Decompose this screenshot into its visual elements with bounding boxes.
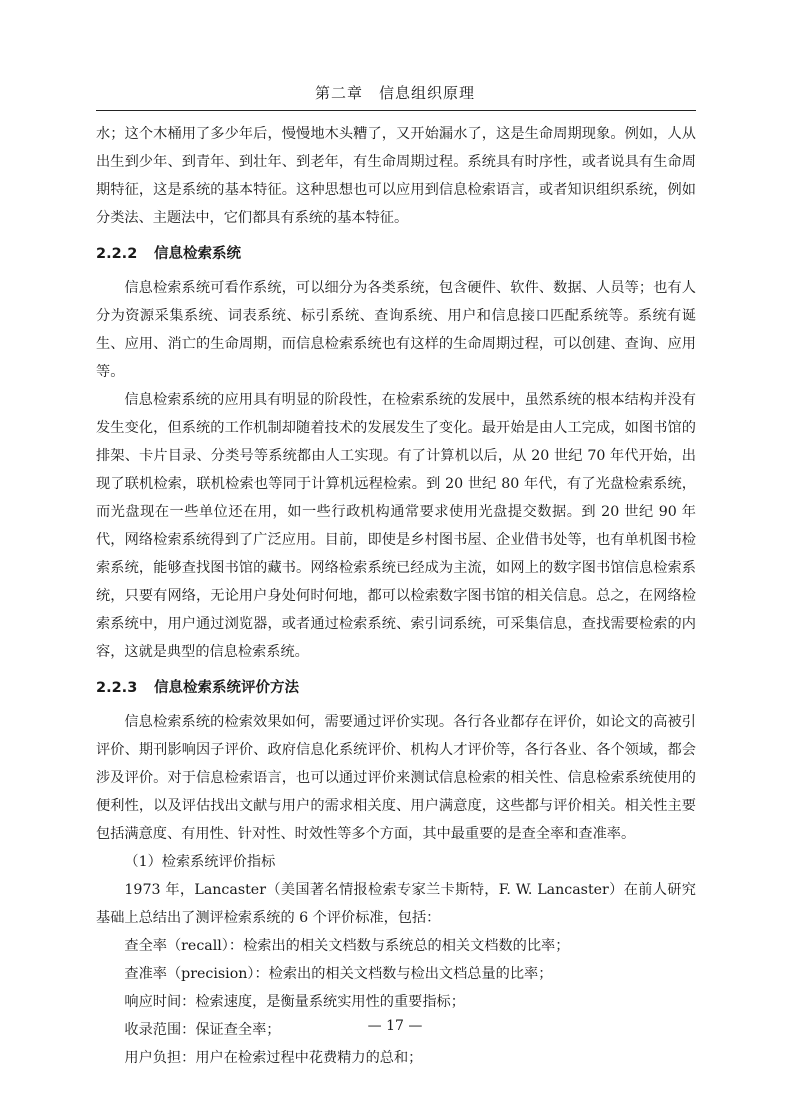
list-item: 响应时间：检索速度，是衡量系统实用性的重要指标； [124,994,465,1010]
list-item: 收录范围：保证查全率； [124,1022,281,1038]
list-item: 用户负担：用户在检索过程中花费精力的总和； [124,1050,423,1066]
paragraph-continued: 水；这个木桶用了多少年后，慢慢地木头糟了，又开始漏水了，这是生命周期现象。例如，人从出生到少年、到青年、到壮年、到老年，有生命周期过程。系统具有时序性，或者说具有生命周期特征，这是系统的基本特征。这种思想也可以应用到信息检索语言，或者知识组织系统，例如分类法、主题法中，它们都具有系统的基本特征。 [96,126,696,226]
paragraph: 信息检索系统的应用具有明显的阶段性，在检索系统的发展中，虽然系统的根本结构并没有发生变化，但系统的工作机制却随着技术的发展发生了变化。最开始是由人工完成，如图书馆的排架、卡片目录、分类号等系统都由人工实现。有了计算机以后，从 20 世纪 70 年代开始，出现了联机检索，联机检索也等同于计算机远程检索。到 20 世纪 80 年代，有了光盘检索系统，而光盘现在一些单位还在用，如一些行政机构通常要求使用光盘提交数据。到 20 世纪 90 年代，网络检索系统得到了广泛应用。目前，即使是乡村图书屋、企业借书处等，也有单机图书检索系统，能够查找图书馆的藏书。网络检索系统已经成为主流，如网上的数字图书馆信息检索系统，只要有网络，无论用户身处何时何地，都可以检索数字图书馆的相关信息。总之，在网络检索系统中，用户通过浏览器，或者通过检索系统、索引词系统，可采集信息，查找需要检索的内容，这就是典型的信息检索系统。 [96,392,696,660]
list-item: 查全率（recall）：检索出的相关文档数与系统总的相关文档数的比率； [124,938,570,954]
section-title: 信息检索系统评价方法 [154,680,299,696]
subheading: （1）检索系统评价指标 [124,854,276,870]
section-heading-2-2-3 [96,674,696,702]
page-body [96,120,696,1072]
paragraph: 信息检索系统可看作系统，可以细分为各类系统，包含硬件、软件、数据、人员等；也有人分为资源采集系统、词表系统、标引系统、查询系统、用户和信息接口匹配系统等。系统有诞生、应用、消亡的生命周期，而信息检索系统也有这样的生命周期过程，可以创建、查询、应用等。 [96,280,696,380]
page-number: — 17 — [367,1018,423,1034]
section-heading-2-2-2 [96,240,696,268]
paragraph: 1973 年，Lancaster（美国著名情报检索专家兰卡斯特，F. W. Lancaster）在前人研究基础上总结出了测评检索系统的 6 个评价标准，包括： [96,882,696,926]
list-item: 查准率（precision）：检索出的相关文档数与检出文档总量的比率； [124,966,553,982]
section-number: 2.2.2 [96,246,138,262]
running-header: 第二章 信息组织原理 [314,84,475,102]
section-number: 2.2.3 [96,680,138,696]
section-title: 信息检索系统 [154,246,241,262]
header-rule [96,110,696,111]
paragraph: 信息检索系统的检索效果如何，需要通过评价实现。各行各业都存在评价，如论文的高被引评价、期刊影响因子评价、政府信息化系统评价、机构人才评价等，各行各业、各个领域，都会涉及评价。对于信息检索语言，也可以通过评价来测试信息检索的相关性、信息检索系统使用的便利性，以及评估找出文献与用户的需求相关度、用户满意度，这些都与评价相关。相关性主要包括满意度、有用性、针对性、时效性等多个方面，其中最重要的是查全率和查准率。 [96,714,696,842]
